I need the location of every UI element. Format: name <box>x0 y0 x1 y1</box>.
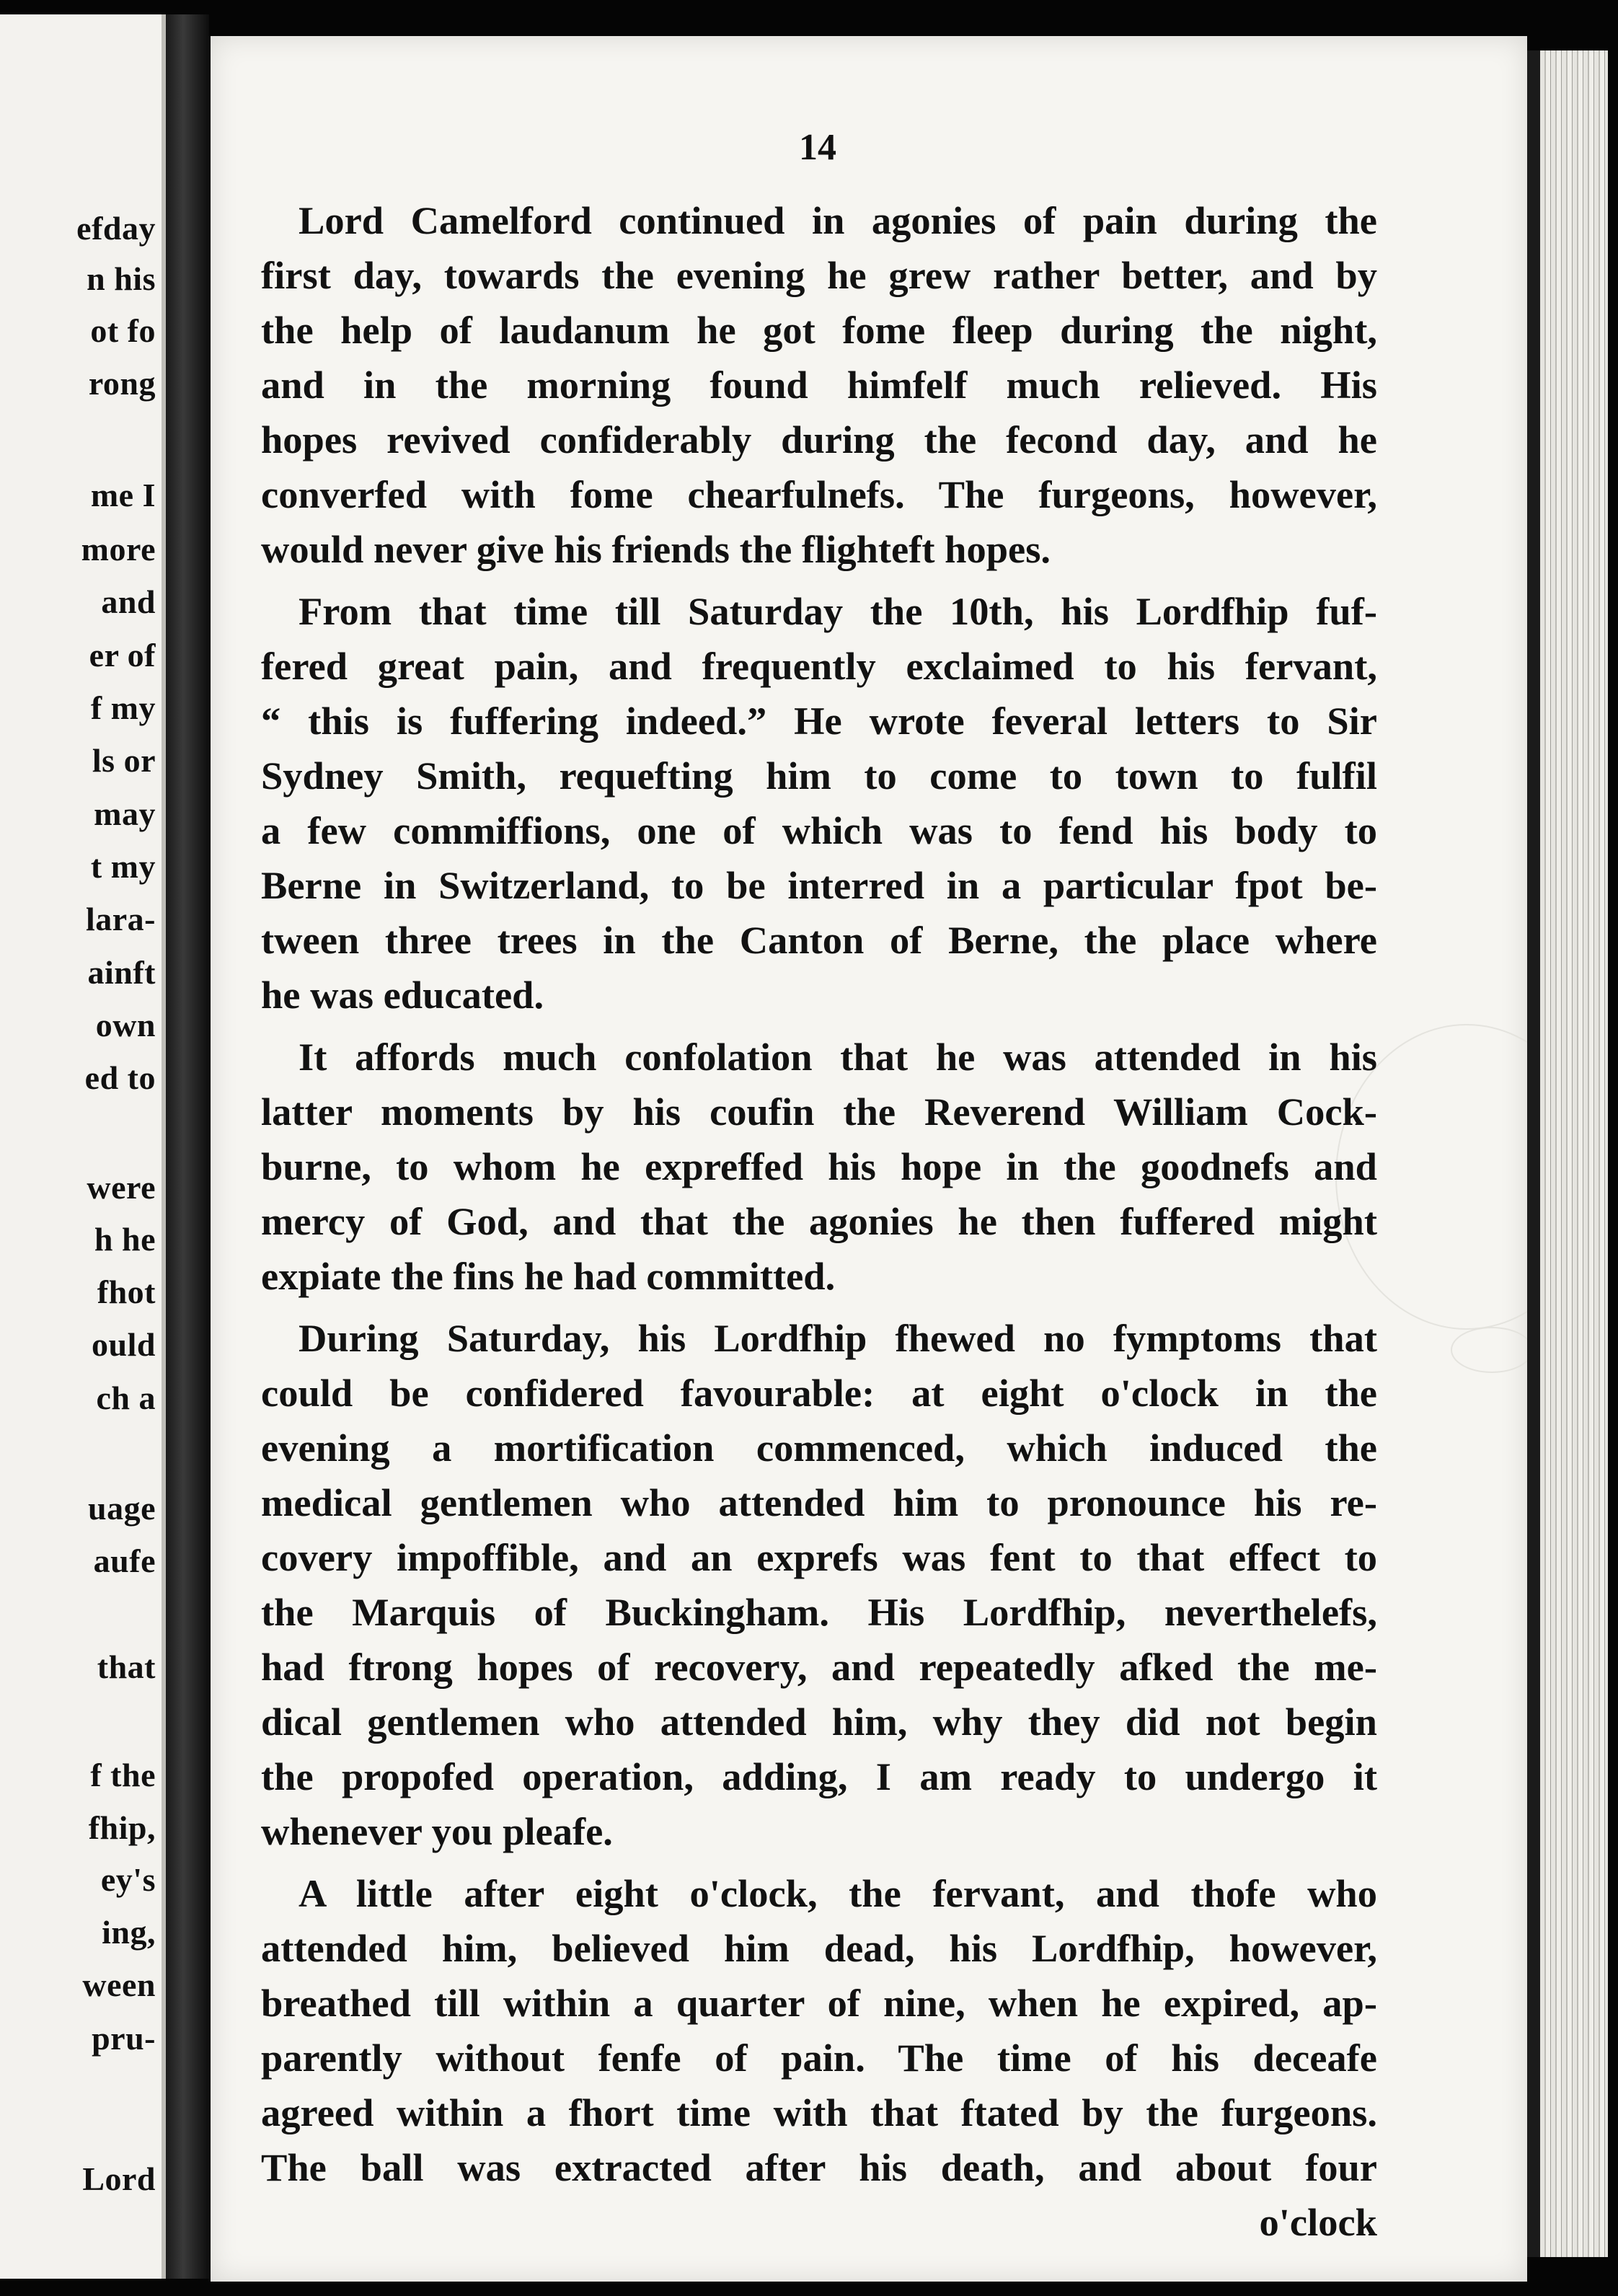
body-text <box>261 193 1377 2250</box>
text-line: and in the morning found himfelf much relieved. His <box>261 363 1377 407</box>
left-page-fragment: ch a <box>96 1379 156 1416</box>
left-facing-page <box>0 14 166 2279</box>
text-line: “ this is fuffering indeed.” He wrote feveral letters to Sir <box>261 699 1377 743</box>
book-gutter <box>166 14 209 2279</box>
text-line: whenever you pleafe. <box>261 1809 613 1853</box>
text-line: latter moments by his coufin the Reverend William Cock- <box>261 1090 1377 1134</box>
text-line: Lord Camelford continued in agonies of pain during the <box>299 198 1377 242</box>
text-line: burne, to whom he expreffed his hope in the goodnefs and <box>261 1144 1377 1188</box>
text-line: had ftrong hopes of recovery, and repeatedly afked the me- <box>261 1645 1377 1689</box>
left-page-fragment: me I <box>90 477 156 513</box>
left-page-fragment: may <box>94 795 156 832</box>
left-page-fragment: ould <box>92 1326 156 1363</box>
text-line: A little after eight o'clock, the fervant, and thofe who <box>299 1871 1377 1915</box>
left-page-fragment: own <box>95 1007 156 1043</box>
text-line: first day, towards the evening he grew rather better, and by <box>261 253 1377 297</box>
left-page-fragment: uage <box>88 1490 156 1527</box>
left-page-fragment: t my <box>90 848 156 885</box>
left-page-fragment: ween <box>82 1966 156 2003</box>
paragraph-gap <box>261 577 1377 584</box>
text-line: hopes revived confiderably during the fecond day, and he <box>261 418 1377 462</box>
left-page-fragment: f the <box>90 1757 156 1793</box>
text-line: medical gentlemen who attended him to pronounce his re- <box>261 1480 1377 1524</box>
left-page-fragment: more <box>81 531 156 568</box>
left-page-fragment: ls or <box>92 742 156 779</box>
text-line: converfed with fome chearfulnefs. The furgeons, however, <box>261 472 1377 516</box>
text-line: During Saturday, his Lordfhip fhewed no fymptoms that <box>299 1316 1377 1360</box>
text-line: a few commiffions, one of which was to fend his body to <box>261 808 1377 852</box>
text-line: mercy of God, and that the agonies he then fuffered might <box>261 1199 1377 1243</box>
text-line: he was educated. <box>261 973 544 1017</box>
left-page-fragment: h he <box>94 1221 156 1258</box>
left-page-fragment: ot fo <box>90 312 156 349</box>
left-page-fragment: were <box>87 1169 156 1206</box>
left-page-fragment: ainft <box>87 954 156 991</box>
text-line: covery impoffible, and an exprefs was fent to that effect to <box>261 1535 1377 1579</box>
left-page-fragment: that <box>97 1648 156 1685</box>
left-page-fragment: and <box>101 583 156 620</box>
faint-pencil-mark <box>1451 1327 1533 1373</box>
left-page-fragment: lara- <box>85 901 156 937</box>
left-page-fragment: fhot <box>97 1273 156 1310</box>
text-line: the propofed operation, adding, I am ready to undergo it <box>261 1754 1377 1798</box>
left-page-fragment: ing, <box>102 1914 156 1951</box>
text-line: breathed till within a quarter of nine, when he expired, ap- <box>261 1981 1377 2025</box>
left-page-fragment: n his <box>87 260 156 297</box>
text-line: expiate the fins he had committed. <box>261 1254 836 1298</box>
left-page-fragment: pru- <box>92 2020 156 2057</box>
left-page-fragment: ey's <box>100 1861 156 1898</box>
text-line: dical gentlemen who attended him, why they did not begin <box>261 1700 1377 1744</box>
page-number: 14 <box>799 127 836 168</box>
text-line: attended him, believed him dead, his Lordfhip, however, <box>261 1926 1377 1970</box>
left-page-fragment: aufe <box>93 1542 156 1579</box>
left-page-fragment: rong <box>88 365 156 402</box>
paragraph-gap <box>261 1859 1377 1866</box>
left-page-fragment: Lord <box>82 2160 156 2197</box>
text-line: could be confidered favourable: at eight o'clock in the <box>261 1371 1377 1415</box>
text-line: evening a mortification commenced, which induced the <box>261 1426 1377 1470</box>
left-page-fragment: f my <box>90 689 156 726</box>
left-page-fragment: er of <box>89 637 156 674</box>
paragraph-gap <box>261 1304 1377 1311</box>
page-edge-stack <box>1527 50 1608 2257</box>
text-line: Berne in Switzerland, to be interred in a particular fpot be- <box>261 863 1377 907</box>
text-line: parently without fenfe of pain. The time of his deceafe <box>261 2036 1377 2080</box>
text-line: agreed within a fhort time with that ftated by the furgeons. <box>261 2090 1377 2134</box>
text-line: tween three trees in the Canton of Berne, the place where <box>261 918 1377 962</box>
text-line: fered great pain, and frequently exclaimed to his fervant, <box>261 644 1377 688</box>
left-page-fragment: efday <box>76 210 156 247</box>
text-line: The ball was extracted after his death, and about four <box>261 2145 1377 2189</box>
text-line: the Marquis of Buckingham. His Lordfhip, neverthelefs, <box>261 1590 1377 1634</box>
text-line: From that time till Saturday the 10th, his Lordfhip fuf- <box>299 589 1377 633</box>
text-line: Sydney Smith, requefting him to come to town to fulfil <box>261 754 1377 798</box>
left-page-fragment: fhip, <box>88 1809 156 1846</box>
text-line: would never give his friends the flighteft hopes. <box>261 527 1051 571</box>
paragraph-gap <box>261 1023 1377 1030</box>
text-line: It affords much confolation that he was attended in his <box>299 1035 1377 1079</box>
left-page-fragment: ed to <box>84 1059 156 1096</box>
text-line: the help of laudanum he got fome fleep during the night, <box>261 308 1377 352</box>
catchword: o'clock <box>1259 2200 1377 2244</box>
